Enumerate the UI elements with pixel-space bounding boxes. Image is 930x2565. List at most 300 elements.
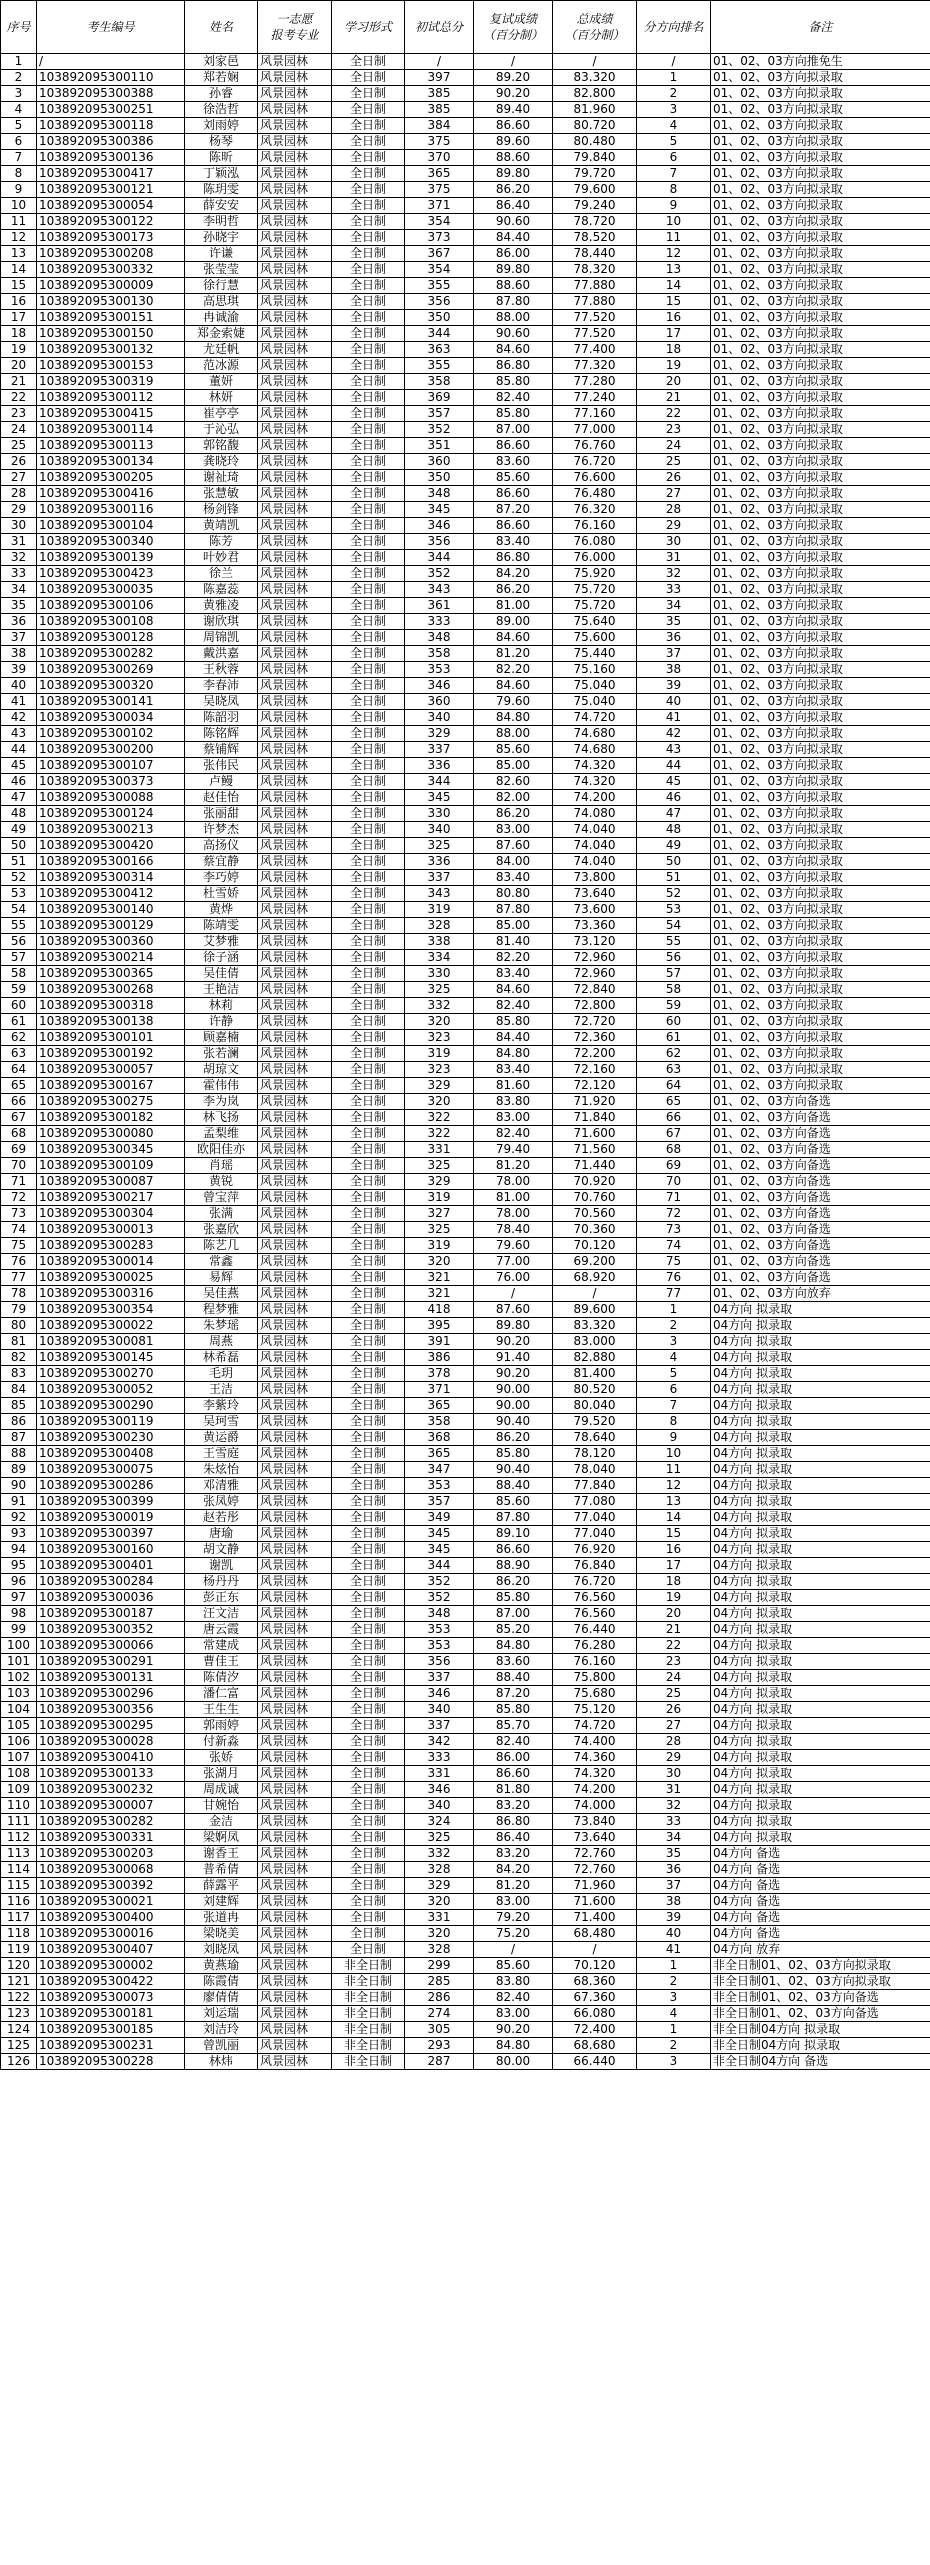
cell-index: 55 (1, 918, 37, 934)
cell-name: 邓清雅 (185, 1478, 258, 1494)
cell-remarks: 04方向 拟录取 (711, 1670, 930, 1686)
cell-name: 王洁 (185, 1382, 258, 1398)
cell-major: 风景园林 (258, 358, 332, 374)
cell-index: 47 (1, 790, 37, 806)
cell-index: 37 (1, 630, 37, 646)
cell-rank: 10 (637, 1446, 711, 1462)
cell-remarks: 01、02、03方向拟录取 (711, 790, 930, 806)
cell-exam-id: 103892095300036 (37, 1590, 185, 1606)
table-row (1, 150, 930, 166)
cell-index: 1 (1, 54, 37, 70)
cell-exam-id: 103892095300185 (37, 2022, 185, 2038)
cell-name: 唐云霞 (185, 1622, 258, 1638)
cell-remarks: 01、02、03方向拟录取 (711, 70, 930, 86)
cell-exam-id: 103892095300205 (37, 470, 185, 486)
cell-rank: 31 (637, 550, 711, 566)
cell-retest-score: 81.20 (474, 1158, 553, 1174)
cell-study-mode: 全日制 (332, 1526, 405, 1542)
table-row (1, 1638, 930, 1654)
cell-study-mode: 非全日制 (332, 2006, 405, 2022)
cell-study-mode: 全日制 (332, 1398, 405, 1414)
cell-remarks: 04方向 拟录取 (711, 1798, 930, 1814)
cell-total-score: 74.200 (553, 1782, 637, 1798)
cell-total-score: 80.040 (553, 1398, 637, 1414)
table-row (1, 1958, 930, 1974)
cell-major: 风景园林 (258, 1414, 332, 1430)
cell-study-mode: 全日制 (332, 1062, 405, 1078)
cell-rank: 39 (637, 678, 711, 694)
cell-initial-score: 352 (405, 1590, 474, 1606)
cell-name: 谢香王 (185, 1846, 258, 1862)
cell-major: 风景园林 (258, 454, 332, 470)
cell-study-mode: 全日制 (332, 918, 405, 934)
cell-name: 普希倩 (185, 1862, 258, 1878)
table-row (1, 1846, 930, 1862)
cell-initial-score: 353 (405, 1638, 474, 1654)
cell-index: 80 (1, 1318, 37, 1334)
cell-total-score: 82.800 (553, 86, 637, 102)
cell-rank: 53 (637, 902, 711, 918)
cell-rank: 30 (637, 534, 711, 550)
cell-retest-score: 86.40 (474, 1830, 553, 1846)
cell-major: 风景园林 (258, 86, 332, 102)
cell-major: 风景园林 (258, 1638, 332, 1654)
cell-rank: 3 (637, 1334, 711, 1350)
cell-exam-id: 103892095300373 (37, 774, 185, 790)
cell-index: 118 (1, 1926, 37, 1942)
cell-remarks: 01、02、03方向拟录取 (711, 630, 930, 646)
table-row (1, 182, 930, 198)
cell-initial-score: 345 (405, 502, 474, 518)
cell-total-score: 75.040 (553, 694, 637, 710)
table-row (1, 582, 930, 598)
cell-remarks: 01、02、03方向拟录取 (711, 1078, 930, 1094)
cell-total-score: 72.760 (553, 1862, 637, 1878)
cell-remarks: 04方向 拟录取 (711, 1350, 930, 1366)
cell-total-score: 77.160 (553, 406, 637, 422)
cell-retest-score: 90.60 (474, 326, 553, 342)
cell-exam-id: 103892095300399 (37, 1494, 185, 1510)
cell-exam-id: 103892095300102 (37, 726, 185, 742)
cell-name: 黄烨 (185, 902, 258, 918)
cell-exam-id: 103892095300282 (37, 1814, 185, 1830)
table-row (1, 134, 930, 150)
cell-initial-score: 354 (405, 262, 474, 278)
cell-initial-score: 340 (405, 710, 474, 726)
cell-major: 风景园林 (258, 1814, 332, 1830)
cell-index: 78 (1, 1286, 37, 1302)
table-row (1, 1334, 930, 1350)
table-row (1, 1766, 930, 1782)
cell-retest-score: 89.00 (474, 614, 553, 630)
cell-index: 66 (1, 1094, 37, 1110)
table-row (1, 822, 930, 838)
cell-retest-score: 87.80 (474, 294, 553, 310)
cell-total-score: 67.360 (553, 1990, 637, 2006)
cell-study-mode: 全日制 (332, 1110, 405, 1126)
cell-total-score: 74.320 (553, 1766, 637, 1782)
cell-total-score: / (553, 1942, 637, 1958)
cell-name: 于沁弘 (185, 422, 258, 438)
cell-exam-id: 103892095300316 (37, 1286, 185, 1302)
cell-initial-score: 299 (405, 1958, 474, 1974)
cell-study-mode: 全日制 (332, 422, 405, 438)
cell-total-score: 71.600 (553, 1894, 637, 1910)
cell-retest-score: 88.60 (474, 278, 553, 294)
cell-retest-score: 83.40 (474, 1062, 553, 1078)
cell-index: 115 (1, 1878, 37, 1894)
cell-index: 18 (1, 326, 37, 342)
cell-name: 谢祉琦 (185, 470, 258, 486)
cell-exam-id: 103892095300386 (37, 134, 185, 150)
cell-rank: 39 (637, 1910, 711, 1926)
cell-index: 94 (1, 1542, 37, 1558)
cell-total-score: 71.440 (553, 1158, 637, 1174)
cell-remarks: 04方向 拟录取 (711, 1750, 930, 1766)
cell-total-score: 70.920 (553, 1174, 637, 1190)
cell-remarks: 01、02、03方向拟录取 (711, 166, 930, 182)
header-study-mode: 学习形式 (332, 1, 405, 54)
cell-name: 戴洪嘉 (185, 646, 258, 662)
cell-rank: 18 (637, 1574, 711, 1590)
cell-major: 风景园林 (258, 1654, 332, 1670)
table-row (1, 1446, 930, 1462)
cell-study-mode: 全日制 (332, 1606, 405, 1622)
cell-total-score: 72.360 (553, 1030, 637, 1046)
cell-major: 风景园林 (258, 2038, 332, 2054)
cell-remarks: 非全日制04方向 拟录取 (711, 2022, 930, 2038)
cell-index: 42 (1, 710, 37, 726)
cell-initial-score: 325 (405, 1158, 474, 1174)
cell-rank: 28 (637, 1734, 711, 1750)
table-row (1, 1030, 930, 1046)
cell-index: 84 (1, 1382, 37, 1398)
cell-initial-score: 365 (405, 166, 474, 182)
cell-rank: 18 (637, 342, 711, 358)
cell-study-mode: 全日制 (332, 182, 405, 198)
cell-major: 风景园林 (258, 1958, 332, 1974)
cell-rank: 1 (637, 2022, 711, 2038)
cell-initial-score: 347 (405, 1462, 474, 1478)
cell-exam-id: 103892095300423 (37, 566, 185, 582)
cell-name: 王雪庭 (185, 1446, 258, 1462)
cell-total-score: 74.720 (553, 1718, 637, 1734)
cell-exam-id: 103892095300081 (37, 1334, 185, 1350)
cell-study-mode: 全日制 (332, 1654, 405, 1670)
cell-study-mode: 全日制 (332, 678, 405, 694)
cell-study-mode: 全日制 (332, 1270, 405, 1286)
cell-major: 风景园林 (258, 310, 332, 326)
cell-index: 103 (1, 1686, 37, 1702)
cell-retest-score: 81.80 (474, 1782, 553, 1798)
cell-study-mode: 全日制 (332, 486, 405, 502)
cell-retest-score: 79.60 (474, 694, 553, 710)
cell-index: 56 (1, 934, 37, 950)
table-row (1, 1430, 930, 1446)
cell-retest-score: 83.80 (474, 1974, 553, 1990)
cell-study-mode: 全日制 (332, 1878, 405, 1894)
cell-rank: 29 (637, 518, 711, 534)
table-row (1, 678, 930, 694)
cell-major: 风景园林 (258, 406, 332, 422)
cell-exam-id: 103892095300392 (37, 1878, 185, 1894)
cell-initial-score: 368 (405, 1430, 474, 1446)
cell-total-score: 70.760 (553, 1190, 637, 1206)
cell-rank: 70 (637, 1174, 711, 1190)
cell-index: 63 (1, 1046, 37, 1062)
table-row (1, 86, 930, 102)
table-row (1, 630, 930, 646)
cell-total-score: 78.120 (553, 1446, 637, 1462)
cell-major: 风景园林 (258, 1878, 332, 1894)
cell-index: 108 (1, 1766, 37, 1782)
cell-rank: 62 (637, 1046, 711, 1062)
cell-exam-id: 103892095300106 (37, 598, 185, 614)
cell-name: 曹佳王 (185, 1654, 258, 1670)
cell-study-mode: 全日制 (332, 1718, 405, 1734)
cell-name: 杨琴 (185, 134, 258, 150)
cell-retest-score: 82.40 (474, 390, 553, 406)
cell-major: 风景园林 (258, 1846, 332, 1862)
cell-name: 蔡宜静 (185, 854, 258, 870)
cell-name: 郭铭馥 (185, 438, 258, 454)
cell-index: 96 (1, 1574, 37, 1590)
cell-index: 16 (1, 294, 37, 310)
cell-remarks: 01、02、03方向拟录取 (711, 86, 930, 102)
table-row (1, 2054, 930, 2070)
table-row (1, 1734, 930, 1750)
cell-major: 风景园林 (258, 1606, 332, 1622)
cell-rank: 4 (637, 118, 711, 134)
cell-remarks: 01、02、03方向拟录取 (711, 662, 930, 678)
cell-retest-score: 83.60 (474, 454, 553, 470)
cell-name: 许谦 (185, 246, 258, 262)
cell-retest-score: 86.00 (474, 246, 553, 262)
cell-major: 风景园林 (258, 1030, 332, 1046)
cell-retest-score: 79.40 (474, 1142, 553, 1158)
cell-retest-score: 89.80 (474, 262, 553, 278)
cell-rank: 21 (637, 1622, 711, 1638)
table-row (1, 1078, 930, 1094)
cell-initial-score: 336 (405, 758, 474, 774)
cell-initial-score: 365 (405, 1398, 474, 1414)
cell-exam-id: 103892095300088 (37, 790, 185, 806)
cell-remarks: 01、02、03方向拟录取 (711, 406, 930, 422)
cell-retest-score: 84.60 (474, 630, 553, 646)
cell-study-mode: 全日制 (332, 902, 405, 918)
cell-rank: 64 (637, 1078, 711, 1094)
cell-initial-score: 286 (405, 1990, 474, 2006)
cell-initial-score: 343 (405, 582, 474, 598)
cell-major: 风景园林 (258, 1734, 332, 1750)
table-row (1, 54, 930, 70)
cell-name: 李巧婷 (185, 870, 258, 886)
cell-retest-score: 86.20 (474, 1430, 553, 1446)
cell-name: 黄燕瑜 (185, 1958, 258, 1974)
cell-rank: 13 (637, 262, 711, 278)
cell-remarks: 04方向 拟录取 (711, 1702, 930, 1718)
table-row (1, 1606, 930, 1622)
table-row (1, 950, 930, 966)
cell-index: 106 (1, 1734, 37, 1750)
cell-total-score: / (553, 1286, 637, 1302)
cell-index: 24 (1, 422, 37, 438)
cell-index: 49 (1, 822, 37, 838)
cell-retest-score: 84.60 (474, 678, 553, 694)
cell-total-score: 77.280 (553, 374, 637, 390)
cell-name: 易辉 (185, 1270, 258, 1286)
cell-remarks: 01、02、03方向拟录取 (711, 486, 930, 502)
cell-major: 风景园林 (258, 70, 332, 86)
table-row (1, 1862, 930, 1878)
cell-index: 23 (1, 406, 37, 422)
cell-total-score: 75.920 (553, 566, 637, 582)
cell-study-mode: 全日制 (332, 1766, 405, 1782)
cell-study-mode: 全日制 (332, 1478, 405, 1494)
cell-rank: 3 (637, 1990, 711, 2006)
cell-retest-score: 82.40 (474, 1126, 553, 1142)
cell-rank: 66 (637, 1110, 711, 1126)
cell-exam-id: 103892095300314 (37, 870, 185, 886)
cell-exam-id: 103892095300124 (37, 806, 185, 822)
cell-remarks: 01、02、03方向备选 (711, 1174, 930, 1190)
table-row (1, 1542, 930, 1558)
cell-major: 风景园林 (258, 1126, 332, 1142)
cell-study-mode: 全日制 (332, 454, 405, 470)
cell-study-mode: 全日制 (332, 1510, 405, 1526)
cell-study-mode: 全日制 (332, 54, 405, 70)
table-row (1, 214, 930, 230)
cell-total-score: 74.040 (553, 838, 637, 854)
cell-retest-score: 78.40 (474, 1222, 553, 1238)
cell-retest-score: 78.00 (474, 1206, 553, 1222)
cell-total-score: 80.480 (553, 134, 637, 150)
cell-total-score: 74.680 (553, 726, 637, 742)
cell-initial-score: 329 (405, 1878, 474, 1894)
cell-remarks: 01、02、03方向拟录取 (711, 918, 930, 934)
cell-total-score: 77.040 (553, 1526, 637, 1542)
cell-name: 常建成 (185, 1638, 258, 1654)
cell-initial-score: 344 (405, 774, 474, 790)
cell-rank: 26 (637, 470, 711, 486)
cell-index: 60 (1, 998, 37, 1014)
cell-exam-id: 103892095300290 (37, 1398, 185, 1414)
cell-study-mode: 全日制 (332, 150, 405, 166)
cell-remarks: 04方向 拟录取 (711, 1302, 930, 1318)
cell-remarks: 01、02、03方向拟录取 (711, 1062, 930, 1078)
cell-rank: 3 (637, 102, 711, 118)
cell-major: 风景园林 (258, 1142, 332, 1158)
cell-rank: 77 (637, 1286, 711, 1302)
cell-retest-score: 90.40 (474, 1462, 553, 1478)
cell-rank: 28 (637, 502, 711, 518)
cell-rank: 1 (637, 1958, 711, 1974)
cell-study-mode: 全日制 (332, 1094, 405, 1110)
cell-major: 风景园林 (258, 534, 332, 550)
cell-index: 64 (1, 1062, 37, 1078)
cell-initial-score: 333 (405, 1750, 474, 1766)
cell-index: 73 (1, 1206, 37, 1222)
cell-initial-score: 348 (405, 1606, 474, 1622)
cell-name: 彭正东 (185, 1590, 258, 1606)
cell-rank: 19 (637, 1590, 711, 1606)
cell-name: 高扬仪 (185, 838, 258, 854)
cell-name: 张慧敏 (185, 486, 258, 502)
cell-study-mode: 全日制 (332, 1926, 405, 1942)
cell-name: 张丽甜 (185, 806, 258, 822)
cell-major: 风景园林 (258, 742, 332, 758)
cell-study-mode: 全日制 (332, 758, 405, 774)
cell-rank: 63 (637, 1062, 711, 1078)
cell-rank: / (637, 54, 711, 70)
cell-index: 4 (1, 102, 37, 118)
cell-remarks: 01、02、03方向拟录取 (711, 310, 930, 326)
cell-study-mode: 全日制 (332, 1142, 405, 1158)
cell-remarks: 01、02、03方向拟录取 (711, 134, 930, 150)
cell-initial-score: 331 (405, 1142, 474, 1158)
cell-total-score: 70.120 (553, 1958, 637, 1974)
cell-initial-score: 325 (405, 1830, 474, 1846)
cell-study-mode: 全日制 (332, 1462, 405, 1478)
cell-name: 曾凯丽 (185, 2038, 258, 2054)
table-row (1, 1782, 930, 1798)
cell-remarks: 04方向 备选 (711, 1894, 930, 1910)
cell-study-mode: 全日制 (332, 374, 405, 390)
cell-study-mode: 全日制 (332, 1558, 405, 1574)
cell-major: 风景园林 (258, 678, 332, 694)
cell-remarks: 01、02、03方向拟录取 (711, 326, 930, 342)
cell-initial-score: 358 (405, 374, 474, 390)
cell-name: 王艳洁 (185, 982, 258, 998)
table-row (1, 2006, 930, 2022)
cell-rank: 6 (637, 150, 711, 166)
cell-name: 陈倩汐 (185, 1670, 258, 1686)
cell-retest-score: 88.00 (474, 310, 553, 326)
table-row (1, 1094, 930, 1110)
cell-study-mode: 全日制 (332, 1318, 405, 1334)
cell-major: 风景园林 (258, 518, 332, 534)
table-row (1, 1574, 930, 1590)
cell-retest-score: 89.60 (474, 134, 553, 150)
cell-total-score: 79.240 (553, 198, 637, 214)
cell-study-mode: 全日制 (332, 1174, 405, 1190)
cell-initial-score: 345 (405, 1526, 474, 1542)
cell-total-score: 72.160 (553, 1062, 637, 1078)
cell-name: 孟梨维 (185, 1126, 258, 1142)
cell-initial-score: 365 (405, 1446, 474, 1462)
cell-rank: 24 (637, 438, 711, 454)
cell-study-mode: 全日制 (332, 630, 405, 646)
cell-major: 风景园林 (258, 1094, 332, 1110)
cell-rank: 30 (637, 1766, 711, 1782)
table-row (1, 438, 930, 454)
cell-remarks: 04方向 拟录取 (711, 1782, 930, 1798)
cell-index: 79 (1, 1302, 37, 1318)
cell-study-mode: 全日制 (332, 694, 405, 710)
cell-rank: 15 (637, 1526, 711, 1542)
cell-exam-id: 103892095300203 (37, 1846, 185, 1862)
table-row (1, 566, 930, 582)
cell-rank: 2 (637, 2038, 711, 2054)
cell-exam-id: 103892095300122 (37, 214, 185, 230)
cell-remarks: 04方向 拟录取 (711, 1686, 930, 1702)
cell-exam-id: 103892095300009 (37, 278, 185, 294)
cell-total-score: 72.200 (553, 1046, 637, 1062)
cell-retest-score: 86.20 (474, 182, 553, 198)
cell-exam-id: 103892095300332 (37, 262, 185, 278)
cell-exam-id: 103892095300420 (37, 838, 185, 854)
table-row (1, 70, 930, 86)
